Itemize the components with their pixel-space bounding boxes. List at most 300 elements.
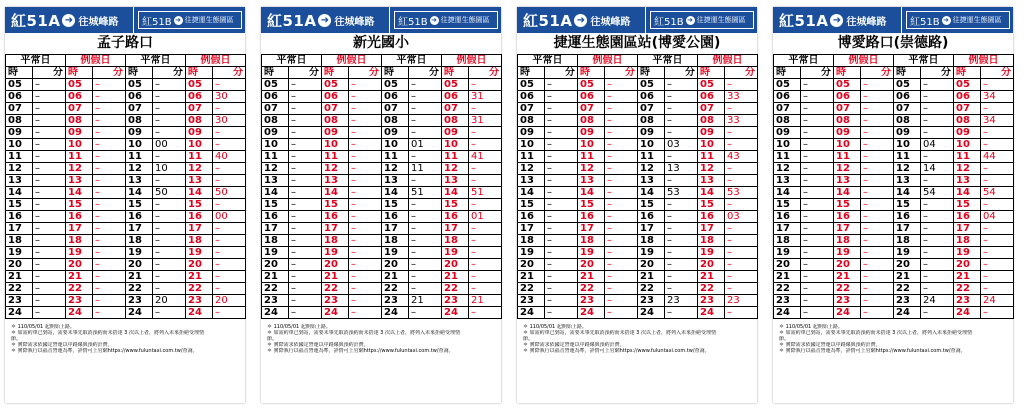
hour-cell: 14 [322,187,349,199]
minute-cell: – [213,283,246,295]
minute-cell: – [93,295,126,307]
minute-cell: – [861,223,894,235]
table-row [774,271,1014,283]
minute-cell: – [93,103,126,115]
hour-cell: 19 [638,247,665,259]
hour-cell: 22 [322,283,349,295]
minute-cell: – [213,307,246,319]
hour-cell: 23 [698,295,725,307]
minute-cell: – [153,247,186,259]
hour-cell: 15 [954,199,981,211]
minute-cell: – [605,211,638,223]
hour-cell: 24 [66,307,93,319]
right-arrow-circle-icon: ➜ [175,15,182,24]
hour-cell: 17 [262,223,289,235]
minute-cell: 03 [665,139,698,151]
minute-cell: – [33,91,66,103]
hour-cell: 10 [126,139,153,151]
minute-cell: – [289,223,322,235]
table-row [6,247,246,259]
hour-cell: 24 [262,307,289,319]
hour-cell: 20 [774,259,801,271]
hour-cell: 11 [894,151,921,163]
minute-cell: – [545,283,578,295]
hour-cell: 14 [382,187,409,199]
minute-cell: – [153,175,186,187]
hour-cell: 22 [834,283,861,295]
table-row [262,115,502,127]
hour-cell: 17 [186,223,213,235]
hour-cell: 17 [442,223,469,235]
hour-cell: 14 [834,187,861,199]
minute-cell: – [409,103,442,115]
minute-cell: – [349,127,382,139]
hour-cell: 12 [698,163,725,175]
route-b-destination: 往捷運生態園區 [952,16,1002,24]
minute-cell: – [469,223,502,235]
minute-cell: – [409,271,442,283]
minute-cell: – [93,91,126,103]
minute-cell: – [861,91,894,103]
minute-cell: – [665,175,698,187]
hour-cell: 13 [66,175,93,187]
hour-cell: 07 [834,103,861,115]
minute-cell: – [801,235,834,247]
minute-cell: – [801,271,834,283]
minute-cell: – [801,79,834,91]
minute-cell: – [153,211,186,223]
minute-cell: – [469,79,502,91]
hour-cell: 08 [126,115,153,127]
table-row [774,199,1014,211]
day-type-row [6,55,246,67]
hour-cell: 12 [126,163,153,175]
minute-cell: – [665,235,698,247]
hour-cell: 17 [322,223,349,235]
hour-cell: 10 [774,139,801,151]
hour-cell: 16 [638,211,665,223]
table-row [262,139,502,151]
minute-cell: – [409,175,442,187]
notes [517,319,757,354]
hour-cell: 20 [894,259,921,271]
column-header-row [6,67,246,79]
minute-cell: – [33,247,66,259]
hour-cell: 19 [186,247,213,259]
route-a-number: 紅51A [779,11,829,30]
minute-cell: – [981,79,1014,91]
minute-cell: – [665,307,698,319]
minute-cell: – [349,139,382,151]
timetable-panel [5,7,245,403]
minute-cell: – [93,115,126,127]
hour-cell: 21 [262,271,289,283]
hour-cell: 12 [186,163,213,175]
minute-cell: – [861,163,894,175]
hour-cell: 24 [322,307,349,319]
hour-cell: 10 [6,139,33,151]
hour-cell: 12 [382,163,409,175]
hour-cell: 06 [6,91,33,103]
minute-cell: – [605,163,638,175]
minute-cell: – [725,247,758,259]
minute-cell: – [93,259,126,271]
hour-cell: 12 [954,163,981,175]
minute-cell: – [93,187,126,199]
minute-cell: – [801,187,834,199]
hour-cell: 19 [894,247,921,259]
minute-cell: – [289,115,322,127]
table-row [774,259,1014,271]
minute-cell: 44 [981,151,1014,163]
hour-cell: 13 [954,175,981,187]
minute-cell: – [33,295,66,307]
hour-cell: 18 [698,235,725,247]
minute-cell: – [469,235,502,247]
hour-cell: 06 [638,91,665,103]
table-row [262,283,502,295]
minute-cell: – [153,235,186,247]
table-row [262,307,502,319]
minute-cell: – [921,127,954,139]
minute-cell: 40 [213,151,246,163]
minute-cell: – [801,91,834,103]
minute-cell: 11 [409,163,442,175]
minute-cell: – [605,199,638,211]
hour-cell: 18 [518,235,545,247]
minute-cell: 41 [469,151,502,163]
hour-cell: 15 [774,199,801,211]
minute-cell: 53 [665,187,698,199]
minute-cell: – [725,79,758,91]
hour-cell: 05 [518,79,545,91]
table-row [518,127,758,139]
note-line: ＊ 如需約車已到站，需要未事先取消預約而未搭達 3 次以上者，將列入未來拒絕受理情 [779,330,972,336]
minute-cell: – [921,175,954,187]
minute-cell: – [861,283,894,295]
minute-cell: – [545,175,578,187]
right-arrow-circle-icon: ➜ [318,14,331,27]
minute-cell: – [469,199,502,211]
hour-cell: 15 [6,199,33,211]
minute-cell: – [469,127,502,139]
hour-cell: 09 [322,127,349,139]
minute-cell: – [545,247,578,259]
minute-cell: – [469,259,502,271]
hour-cell: 09 [126,127,153,139]
hour-cell: 19 [954,247,981,259]
table-row [6,79,246,91]
table-row [518,175,758,187]
route-b-number: 紅51B [142,16,172,28]
minute-cell: – [153,271,186,283]
minute-cell: – [981,283,1014,295]
minute-cell: – [801,115,834,127]
minute-cell: – [33,175,66,187]
minute-cell: – [981,235,1014,247]
minute-cell: – [605,295,638,307]
note-line: ＊ 如需約車已到站，需要未事先取消預約而未搭達 3 次以上者，將列入未來拒絕受理情 [267,330,460,336]
stop-name: 博愛路口(崇德路) [837,35,949,51]
note-line: ＊ 實際執行以福音營運為準，詳情可上官網https://www.fuluntaxi.com.tw/查詢。 [267,348,454,354]
hour-cell: 19 [774,247,801,259]
notes [5,319,245,354]
table-row [774,175,1014,187]
hour-cell: 17 [954,223,981,235]
hour-cell: 24 [894,307,921,319]
minute-cell: – [545,271,578,283]
minute-cell: – [605,271,638,283]
table-row [774,91,1014,103]
hour-cell: 21 [322,271,349,283]
minute-cell: – [33,115,66,127]
hour-cell: 18 [186,235,213,247]
hour-cell: 15 [578,199,605,211]
table-row [518,103,758,115]
minute-cell: – [981,271,1014,283]
note-line: ＊ 實際執行以福音營運為準，詳情可上官網https://www.fuluntaxi.com.tw/查詢。 [779,348,966,354]
minute-cell: – [861,115,894,127]
hour-header: 時 [262,67,289,79]
minute-cell: – [409,79,442,91]
minute-cell: – [725,139,758,151]
minute-cell: – [801,163,834,175]
hour-cell: 05 [322,79,349,91]
holiday-label: 例假日 [698,55,758,67]
table-row [262,175,502,187]
minute-cell: 30 [213,115,246,127]
hour-cell: 10 [698,139,725,151]
minute-cell: – [545,295,578,307]
minute-cell: – [921,103,954,115]
weekday-label: 平常日 [894,55,954,67]
route-a-header [5,7,133,33]
table-row [518,307,758,319]
route-a-header [517,7,645,33]
hour-cell: 20 [698,259,725,271]
hour-cell: 19 [6,247,33,259]
hour-cell: 17 [638,223,665,235]
minute-cell: 53 [725,187,758,199]
minute-cell: – [981,247,1014,259]
minute-cell: 50 [213,187,246,199]
hour-cell: 14 [638,187,665,199]
minute-cell: – [153,115,186,127]
hour-cell: 19 [66,247,93,259]
minute-cell: – [921,223,954,235]
table-row [262,235,502,247]
minute-cell: – [349,307,382,319]
minute-cell: – [801,175,834,187]
minute-cell: – [665,151,698,163]
hour-cell: 07 [66,103,93,115]
minute-cell: – [725,307,758,319]
route-b-header [133,7,245,33]
hour-cell: 17 [774,223,801,235]
hour-cell: 22 [6,283,33,295]
hour-header: 時 [698,67,725,79]
hour-cell: 13 [578,175,605,187]
table-row [6,307,246,319]
minute-cell: – [605,235,638,247]
stop-name: 新光國小 [353,35,409,51]
route-a-number: 紅51A [523,11,573,30]
column-header-row [774,67,1014,79]
table-row [6,223,246,235]
note-line: ＊ 實際需求依國定營運以中路線與預約計費。 [779,342,881,348]
minute-cell: – [349,151,382,163]
hour-cell: 23 [578,295,605,307]
note-line: ＊ 實際需求依國定營運以中路線與預約計費。 [267,342,369,348]
hour-cell: 06 [442,91,469,103]
minute-cell: – [93,163,126,175]
minute-header: 分 [665,67,698,79]
hour-header: 時 [442,67,469,79]
table-row [774,79,1014,91]
minute-cell: – [349,79,382,91]
hour-cell: 16 [834,211,861,223]
table-row [6,91,246,103]
hour-cell: 10 [894,139,921,151]
hour-cell: 20 [262,259,289,271]
hour-header: 時 [578,67,605,79]
minute-cell: 21 [409,295,442,307]
hour-cell: 14 [894,187,921,199]
hour-cell: 18 [442,235,469,247]
hour-cell: 10 [518,139,545,151]
hour-header: 時 [518,67,545,79]
minute-cell: – [289,175,322,187]
hour-header: 時 [834,67,861,79]
table-row [774,115,1014,127]
minute-cell: – [289,235,322,247]
minute-cell: – [409,199,442,211]
hour-cell: 19 [834,247,861,259]
minute-cell: – [665,199,698,211]
hour-cell: 14 [66,187,93,199]
minute-cell: – [921,247,954,259]
minute-cell: – [861,307,894,319]
hour-cell: 13 [894,175,921,187]
minute-cell: 54 [921,187,954,199]
minute-cell: – [213,247,246,259]
hour-cell: 05 [834,79,861,91]
hour-cell: 17 [894,223,921,235]
table-row [262,163,502,175]
minute-cell: – [725,103,758,115]
minute-cell: – [33,151,66,163]
hour-cell: 11 [126,151,153,163]
hour-cell: 05 [578,79,605,91]
hour-cell: 06 [518,91,545,103]
hour-cell: 24 [698,307,725,319]
minute-cell: – [861,247,894,259]
hour-cell: 07 [954,103,981,115]
minute-cell: – [409,223,442,235]
hour-cell: 11 [382,151,409,163]
hour-cell: 11 [954,151,981,163]
minute-cell: – [801,151,834,163]
hour-cell: 08 [442,115,469,127]
hour-cell: 20 [6,259,33,271]
minute-cell: – [469,271,502,283]
table-row [6,139,246,151]
minute-cell: – [289,139,322,151]
table-row [774,187,1014,199]
minute-cell: – [981,163,1014,175]
minute-cell: – [665,247,698,259]
minute-cell: – [409,127,442,139]
route-b-number: 紅51B [654,16,684,28]
minute-cell: – [349,223,382,235]
hour-cell: 20 [578,259,605,271]
hour-cell: 19 [382,247,409,259]
hour-cell: 23 [518,295,545,307]
hour-cell: 10 [66,139,93,151]
hour-cell: 21 [894,271,921,283]
minute-cell: – [349,247,382,259]
hour-cell: 16 [442,211,469,223]
minute-cell: – [545,187,578,199]
hour-cell: 22 [518,283,545,295]
hour-cell: 18 [382,235,409,247]
right-arrow-circle-icon: ➜ [62,14,75,27]
minute-cell: 30 [213,91,246,103]
minute-cell: – [289,91,322,103]
hour-cell: 23 [6,295,33,307]
holiday-label: 例假日 [442,55,502,67]
hour-cell: 06 [774,91,801,103]
hour-cell: 17 [518,223,545,235]
hour-cell: 24 [442,307,469,319]
minute-cell: 10 [153,163,186,175]
minute-cell: – [725,163,758,175]
hour-cell: 09 [894,127,921,139]
hour-cell: 17 [578,223,605,235]
hour-cell: 07 [442,103,469,115]
hour-cell: 21 [382,271,409,283]
table-row [774,307,1014,319]
hour-cell: 12 [442,163,469,175]
hour-cell: 08 [262,115,289,127]
hour-cell: 23 [894,295,921,307]
route-a-destination: 往城峰路 [590,16,631,28]
note-line: ＊ 110/05/01 起開始上路。 [11,324,75,330]
minute-cell: – [213,235,246,247]
route-a-number: 紅51A [11,11,61,30]
hour-cell: 06 [262,91,289,103]
table-row [6,199,246,211]
hour-cell: 06 [66,91,93,103]
minute-cell: – [33,271,66,283]
hour-cell: 06 [578,91,605,103]
hour-cell: 15 [698,199,725,211]
timetable-panel [773,7,1013,403]
hour-cell: 13 [262,175,289,187]
day-type-row [518,55,758,67]
minute-cell: – [605,103,638,115]
minute-cell: – [921,151,954,163]
minute-cell: – [349,163,382,175]
hour-cell: 11 [262,151,289,163]
hour-cell: 05 [382,79,409,91]
minute-cell: – [665,283,698,295]
hour-cell: 09 [954,127,981,139]
hour-cell: 07 [186,103,213,115]
table-row [6,295,246,307]
note-line: 節。 [267,336,278,342]
hour-cell: 14 [262,187,289,199]
